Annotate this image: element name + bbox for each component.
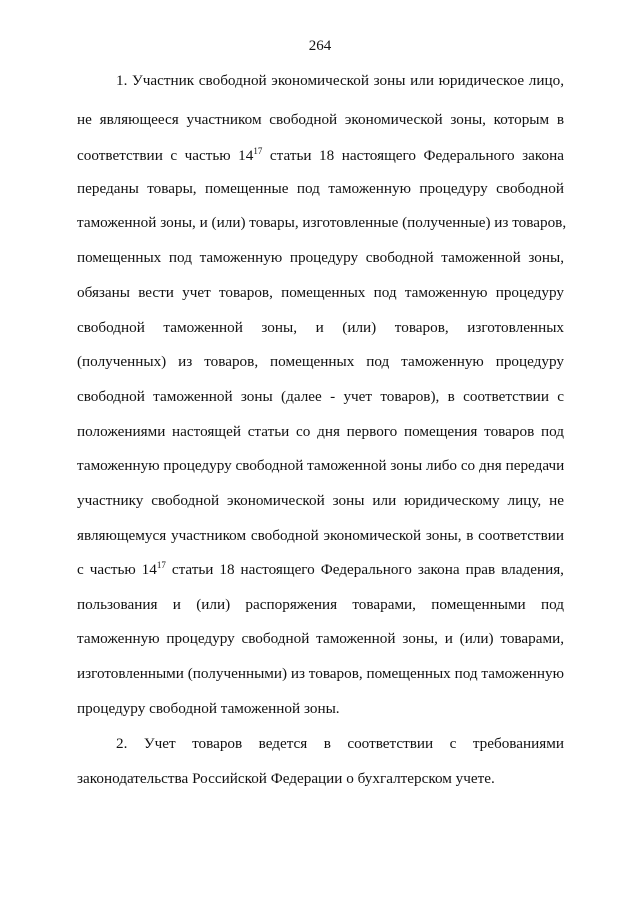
text-line: обязаны вести учет товаров, помещенных под таможенную процедуру [77, 284, 564, 301]
text-line: участнику свободной экономической зоны или юридическому лицу, не [77, 492, 564, 509]
text-line: процедуру свободной таможенной зоны. [77, 700, 340, 717]
text-line: таможенную процедуру свободной таможенной зоны, и (или) товарами, [77, 630, 564, 647]
text-span: соответствии с частью 14 [77, 147, 254, 164]
text-line: 2. Учет товаров ведется в соответствии с требованиями [116, 735, 564, 752]
text-line: переданы товары, помещенные под таможенную процедуру свободной [77, 180, 564, 197]
text-span: статьи 18 настоящего Федерального закона [262, 147, 564, 164]
text-line: 1. Участник свободной экономической зоны или юридическое лицо, [116, 72, 564, 89]
text-line: законодательства Российской Федерации о бухгалтерском учете. [77, 770, 495, 787]
superscript: 17 [156, 560, 166, 570]
text-line: таможенную процедуру свободной таможенной зоны либо со дня передачи [77, 457, 565, 474]
text-line: положениями настоящей статьи со дня первого помещения товаров под [77, 423, 564, 440]
text-line: изготовленными (полученными) из товаров, помещенных под таможенную [77, 665, 564, 682]
text-span: с частью 14 [77, 561, 157, 578]
text-line: свободной таможенной зоны (далее - учет товаров), в соответствии с [77, 388, 564, 405]
text-line: являющемуся участником свободной экономической зоны, в соответствии [77, 527, 564, 544]
superscript: 17 [253, 146, 263, 156]
text-line: (полученных) из товаров, помещенных под таможенную процедуру [77, 353, 564, 370]
page-number: 264 [308, 38, 332, 54]
text-line: помещенных под таможенную процедуру свободной таможенной зоны, [77, 249, 564, 266]
text-line [77, 561, 564, 579]
text-line: пользования и (или) распоряжения товарами, помещенными под [77, 596, 564, 613]
text-line [77, 147, 564, 165]
text-line: таможенной зоны, и (или) товары, изготовленные (полученные) из товаров, [77, 214, 567, 231]
text-span: статьи 18 настоящего Федерального закона прав владения, [165, 561, 564, 578]
text-line: не являющееся участником свободной экономической зоны, которым в [77, 111, 564, 128]
text-line: свободной таможенной зоны, и (или) товаров, изготовленных [77, 319, 564, 336]
